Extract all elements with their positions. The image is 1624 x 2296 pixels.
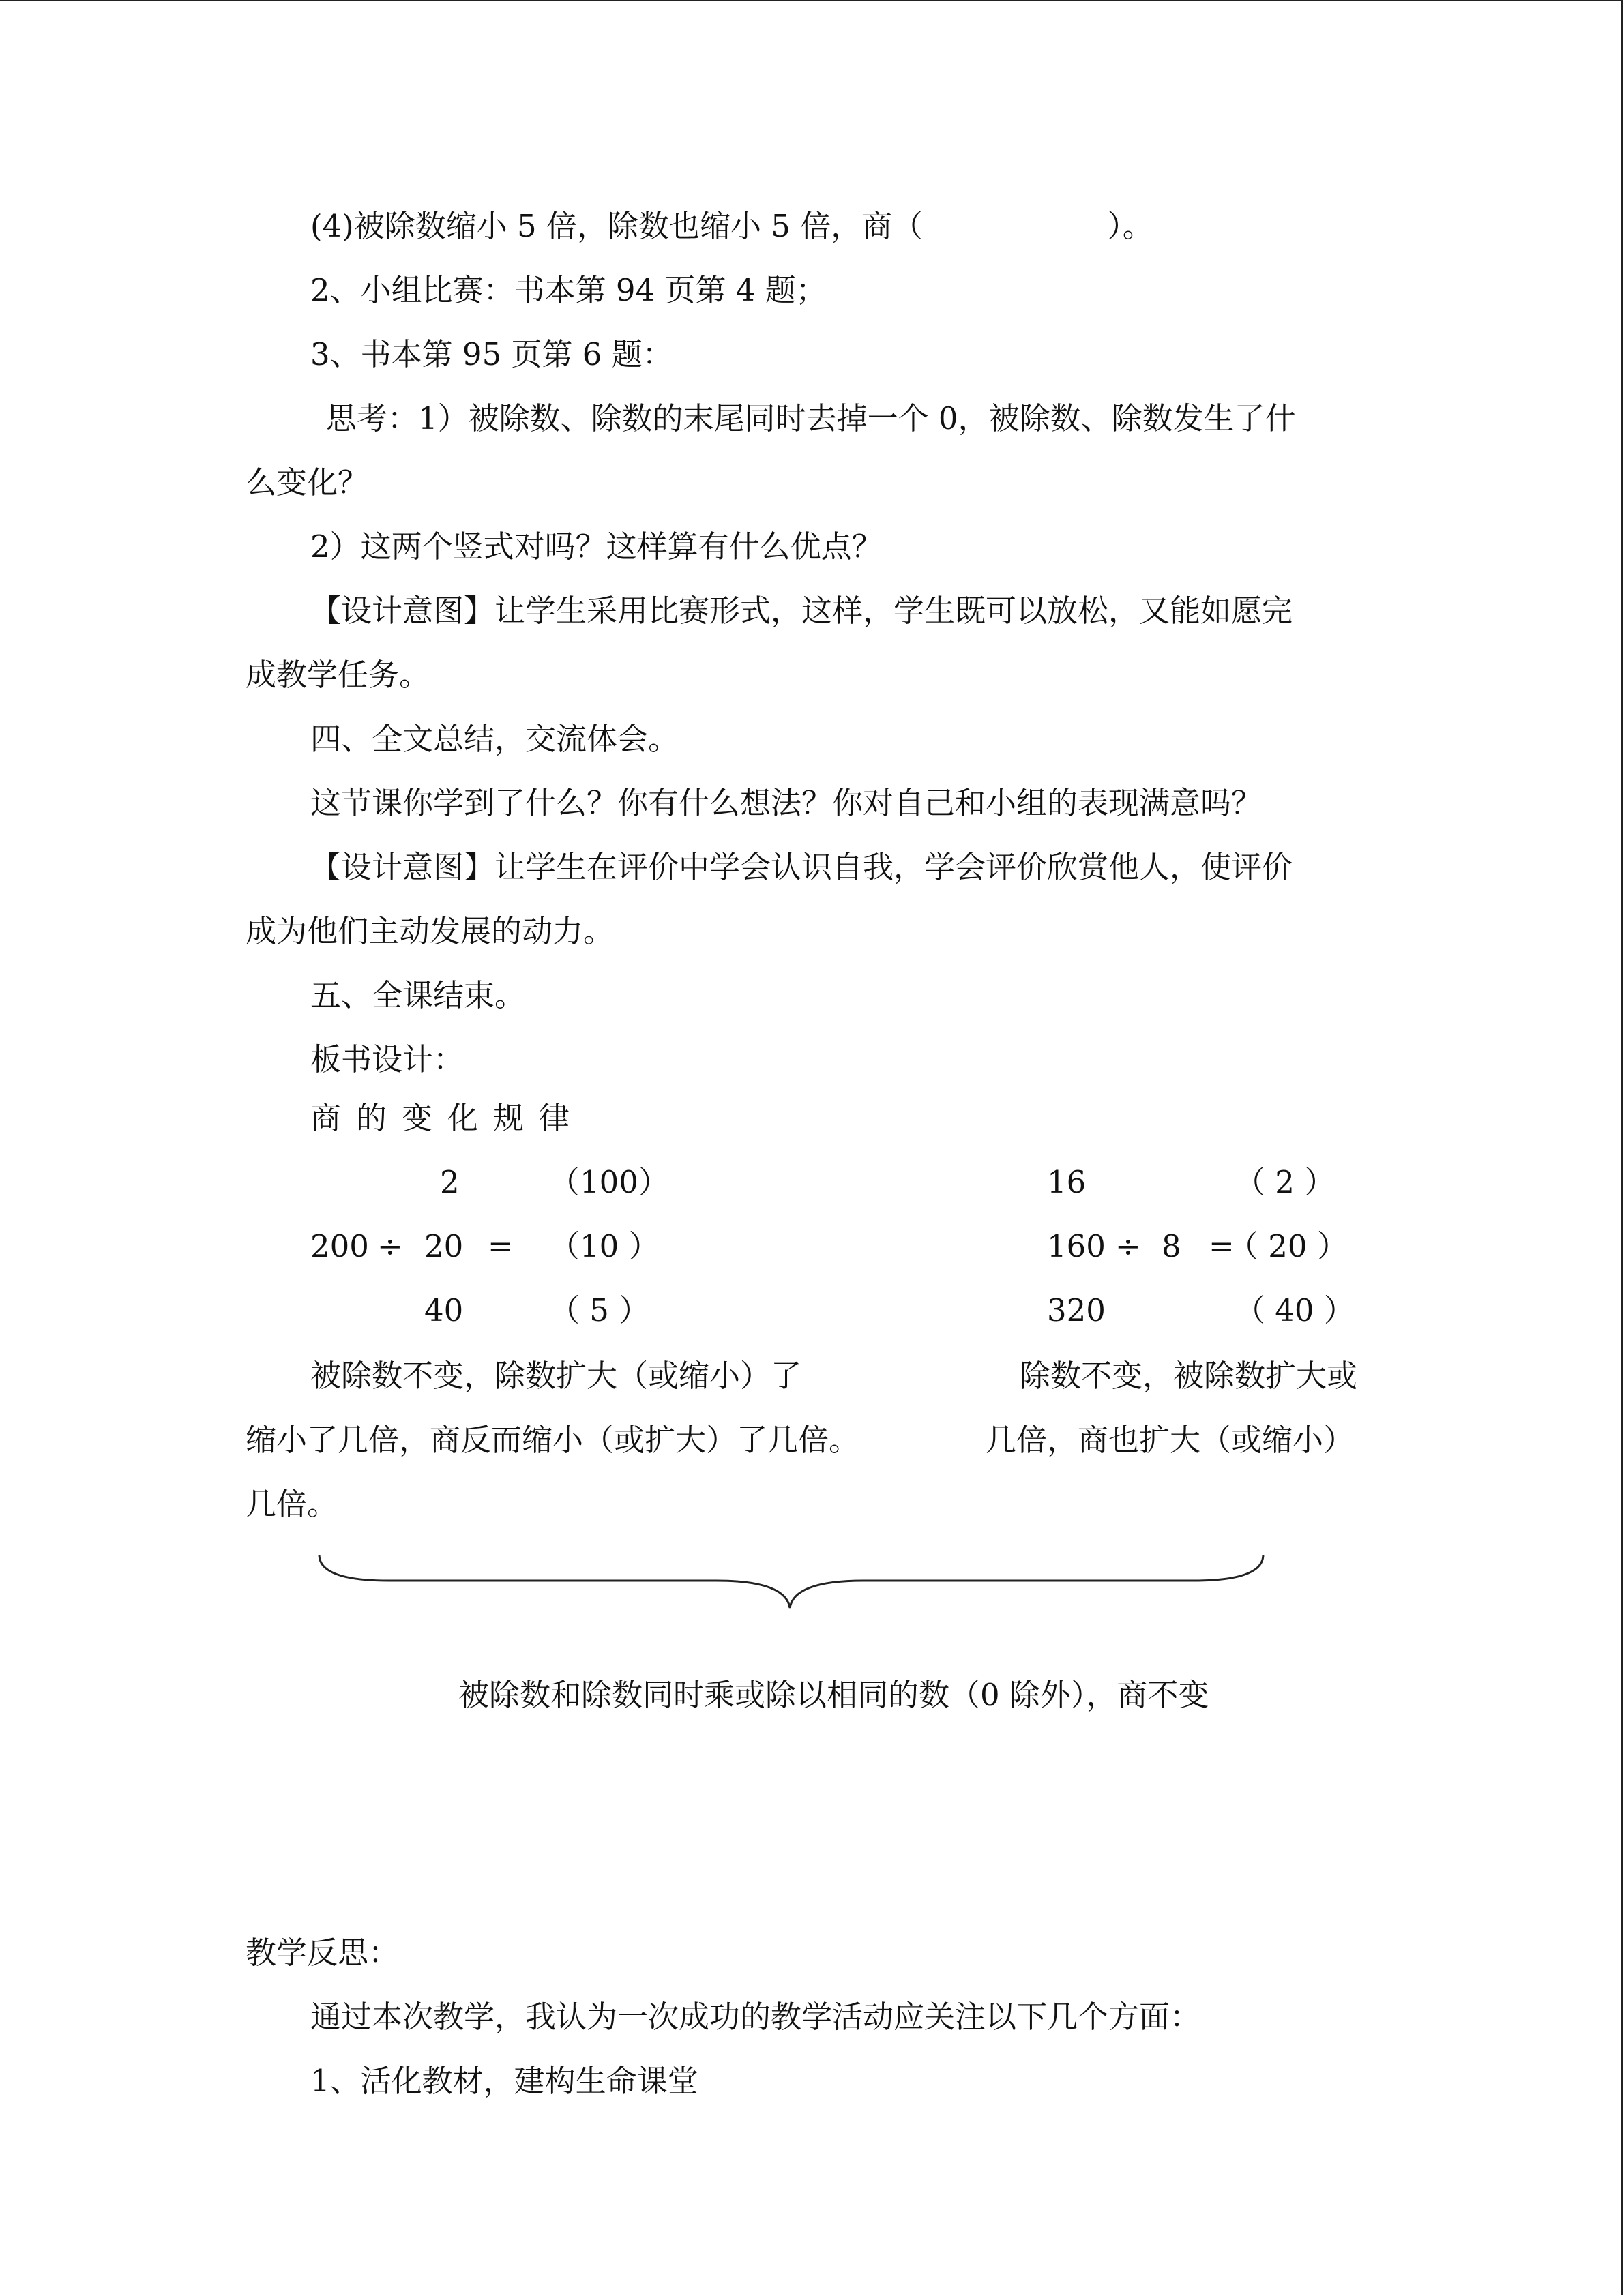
exercise-4-line: (4)被除数缩小 5 倍，除数也缩小 5 倍，商（ ）。 [310, 208, 1153, 244]
group-contest-line: 2、小组比赛：书本第 94 页第 4 题； [310, 272, 827, 308]
right-equals-sign: = [1209, 1228, 1235, 1264]
right-division-sign: ÷ [1115, 1228, 1141, 1264]
think-question-2: 2）这两个竖式对吗？这样算有什么优点？ [310, 528, 883, 565]
reflection-point-1: 1、活化教材，建构生命课堂 [310, 2063, 698, 2099]
left-quotient-bot: （ 5 ） [549, 1292, 650, 1328]
right-quotient-bot: （ 40 ） [1235, 1292, 1355, 1328]
left-equals-sign: = [488, 1228, 514, 1264]
textbook-exercise-line: 3、书本第 95 页第 6 题： [310, 336, 673, 372]
design-intent-2: 【设计意图】让学生在评价中学会认识自我，学会评价欣赏他人，使评价 [310, 849, 1293, 885]
left-division-sign: ÷ [377, 1228, 403, 1264]
left-quotient-top: （100） [549, 1164, 669, 1200]
board-design-heading: 板书设计： [310, 1041, 464, 1077]
rule-left-line-2: 缩小了几倍，商反而缩小（或扩大）了几倍。 [246, 1422, 860, 1458]
left-dividend: 200 [310, 1228, 369, 1264]
rule-left-line-3: 几倍。 [246, 1486, 338, 1522]
right-dividend-bot: 320 [1047, 1292, 1106, 1328]
left-divisor-bot: 40 [424, 1292, 464, 1328]
left-divisor-top: 2 [440, 1164, 460, 1200]
board-summary: 被除数和除数同时乘或除以相同的数（0 除外），商不变 [458, 1677, 1209, 1713]
think-question-1-cont: 么变化？ [246, 464, 369, 501]
board-title: 商的变化规律 [310, 1100, 585, 1136]
reflection-intro: 通过本次教学，我认为一次成功的教学活动应关注以下几个方面： [310, 1999, 1201, 2035]
design-intent-1: 【设计意图】让学生采用比赛形式，这样，学生既可以放松，又能如愿完 [310, 593, 1293, 629]
right-dividend-top: 16 [1047, 1164, 1087, 1200]
reflection-heading: 教学反思： [246, 1935, 400, 1971]
rule-left-line-1: 被除数不变，除数扩大（或缩小）了 [310, 1358, 802, 1394]
section-five-heading: 五、全课结束。 [310, 977, 526, 1013]
right-quotient-top: （ 2 ） [1235, 1164, 1335, 1200]
curly-brace-icon [314, 1548, 1269, 1616]
left-quotient-mid: （10 ） [549, 1228, 660, 1264]
section-four-heading: 四、全文总结，交流体会。 [310, 721, 679, 757]
design-intent-1-cont: 成教学任务。 [246, 657, 430, 693]
design-intent-2-cont: 成为他们主动发展的动力。 [246, 913, 615, 949]
summary-question: 这节课你学到了什么？你有什么想法？你对自己和小组的表现满意吗？ [310, 785, 1263, 821]
rule-right-line-2: 几倍，商也扩大（或缩小） [986, 1422, 1355, 1458]
right-dividend-mid: 160 [1047, 1228, 1106, 1264]
think-question-1: 思考：1）被除数、除数的末尾同时去掉一个 0，被除数、除数发生了什 [326, 400, 1296, 436]
left-divisor-mid: 20 [424, 1228, 464, 1264]
right-quotient-mid: （ 20 ） [1228, 1228, 1348, 1264]
right-divisor: 8 [1162, 1228, 1181, 1264]
rule-right-line-1: 除数不变，被除数扩大或 [1020, 1358, 1358, 1394]
